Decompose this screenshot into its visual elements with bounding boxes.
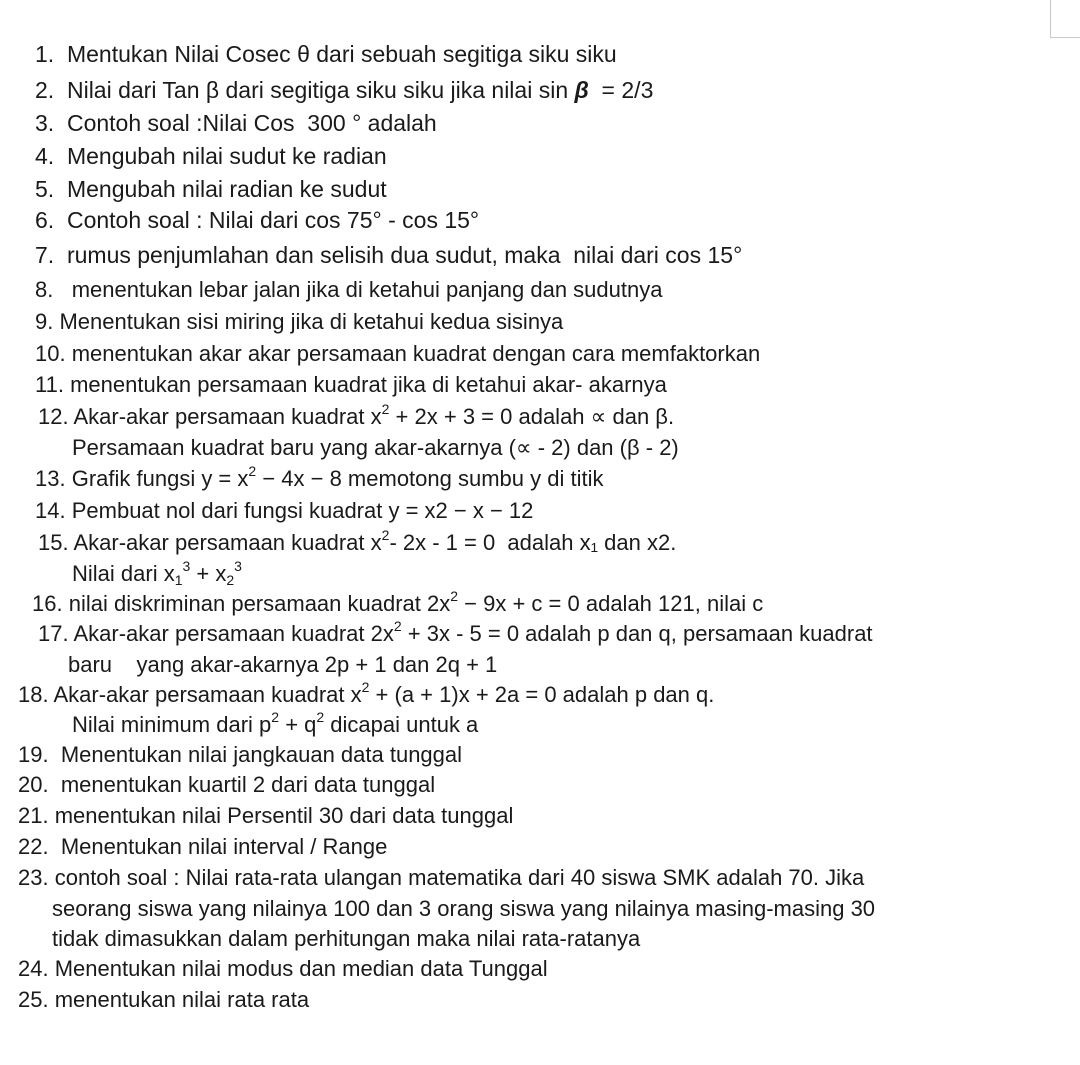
item-text-end: + (a + 1)x + 2a = 0 adalah p dan q. [369,682,715,707]
list-item-17 [38,620,873,648]
item-number: 10. [35,341,66,366]
item-text: rumus penjumlahan dan selisih dua sudut, maka nilai dari cos 15° [66,242,743,268]
item-text: Nilai dari Tan β dari segitiga siku siku jika nilai sin [66,77,575,103]
list-item-12 [38,403,674,431]
list-item-13 [35,465,603,493]
item-number: 18. [18,682,49,707]
list-item-17-line-2 [68,651,497,679]
item-number: 24. [18,956,49,981]
item-number: 12. [38,404,69,429]
item-number: 15. [38,530,69,555]
item-number: 5. [35,176,55,202]
item-text: baru yang akar-akarnya 2p + 1 dan 2q + 1 [68,652,498,677]
list-item-4 [35,142,387,170]
item-text: Grafik fungsi y = x [71,466,249,491]
item-text: menentukan kuartil 2 dari data tunggal [60,772,436,797]
item-number: 2. [35,77,55,103]
item-number: 11. [35,372,64,397]
item-text: Akar-akar persamaan kuadrat x [73,404,382,429]
list-item-12-line-2 [72,434,679,462]
list-item-23-line-2 [52,895,875,923]
list-item-6 [35,206,479,234]
list-item-2 [35,76,653,104]
item-text: Menentukan nilai jangkauan data tunggal [60,742,463,767]
item-text: contoh soal : Nilai rata-rata ulangan matematika dari 40 siswa SMK adalah 70. Jika [54,865,865,890]
item-text: seorang siswa yang nilainya 100 dan 3 orang siswa yang nilainya masing-masing 30 [52,896,876,921]
list-item-16 [32,590,763,618]
item-number: 3. [35,110,55,136]
list-item-20 [18,771,435,799]
item-text: Akar-akar persamaan kuadrat 2x [73,621,394,646]
exponent: 2 [271,709,280,725]
list-item-1 [35,40,617,68]
list-item-22 [18,833,387,861]
item-number: 6. [35,207,55,233]
list-item-25 [18,986,309,1014]
item-number: 20. [18,772,49,797]
item-number: 23. [18,865,49,890]
list-item-8 [35,276,662,304]
item-number: 1. [35,41,55,67]
item-text: Menentukan nilai interval / Range [60,834,388,859]
item-text: nilai diskriminan persamaan kuadrat 2x [68,591,451,616]
item-text-end: + 3x - 5 = 0 adalah p dan q, persamaan kuadrat [401,621,873,646]
item-number: 14. [35,498,66,523]
list-item-21 [18,802,513,830]
subscript: 2 [226,572,235,588]
list-item-9 [35,308,563,336]
item-text: Persamaan kuadrat baru yang akar-akarnya (∝ - 2) dan (β - 2) [72,435,679,460]
list-item-7 [35,241,742,269]
item-text: Contoh soal : Nilai dari cos 75° - cos 15° [66,207,480,233]
list-item-11 [35,371,667,399]
item-number: 17. [38,621,69,646]
exponent: 3 [182,558,191,574]
list-item-19 [18,741,462,769]
list-item-3 [35,109,437,137]
item-text: Menentukan nilai modus dan median data Tunggal [54,956,548,981]
item-text: Mentukan Nilai Cosec θ dari sebuah segitiga siku siku [66,41,617,67]
item-number: 9. [35,309,54,334]
list-item-5 [35,175,387,203]
exponent: 3 [234,558,242,574]
item-text: Pembuat nol dari fungsi kuadrat y = x2 − x − 12 [71,498,534,523]
beta-symbol: β [574,77,589,103]
item-text: Menentukan sisi miring jika di ketahui kedua sisinya [59,309,564,334]
item-number: 13. [35,466,66,491]
list-item-23-line-3 [52,925,640,953]
item-text-end: + 2x + 3 = 0 adalah ∝ dan β. [389,404,675,429]
list-item-10 [35,340,760,368]
exponent: 2 [361,679,370,695]
item-text: menentukan nilai Persentil 30 dari data tunggal [54,803,514,828]
list-item-14 [35,497,533,525]
list-item-15-line-2 [72,560,242,588]
item-number: 4. [35,143,55,169]
item-number: 19. [18,742,49,767]
item-text: + q [279,712,317,737]
page-corner-mark [1050,0,1080,38]
item-text: Akar-akar persamaan kuadrat x [53,682,362,707]
item-text: Nilai minimum dari p [72,712,272,737]
subscript: 1 [174,572,183,588]
exponent: 2 [316,709,325,725]
item-text: menentukan lebar jalan jika di ketahui panjang dan sudutnya [71,277,663,302]
item-text: Mengubah nilai radian ke sudut [66,176,387,202]
list-item-15 [38,529,676,557]
item-text: tidak dimasukkan dalam perhitungan maka nilai rata-ratanya [52,926,641,951]
item-text: menentukan persamaan kuadrat jika di ketahui akar- akarnya [70,372,667,397]
item-text: Mengubah nilai sudut ke radian [66,143,387,169]
item-text: dicapai untuk a [324,712,479,737]
item-text: Nilai dari x [72,561,175,586]
exponent: 2 [248,463,257,479]
list-item-18 [18,681,714,709]
list-item-24 [18,955,548,983]
list-item-23 [18,864,864,892]
item-text: Akar-akar persamaan kuadrat x [73,530,382,555]
item-text: Contoh soal :Nilai Cos 300 ° adalah [66,110,437,136]
item-number: 8. [35,277,54,302]
item-text: + x [190,561,227,586]
item-text-end: − 4x − 8 memotong sumbu y di titik [256,466,604,491]
item-text: menentukan akar akar persamaan kuadrat dengan cara memfaktorkan [71,341,761,366]
exponent: 2 [393,618,402,634]
item-number: 25. [18,987,49,1012]
item-text-end: = 2/3 [588,77,654,103]
item-number: 7. [35,242,55,268]
item-number: 22. [18,834,49,859]
item-text-end: - 2x - 1 = 0 adalah x₁ dan x2. [389,530,677,555]
item-number: 16. [32,591,63,616]
exponent: 2 [450,588,459,604]
exponent: 2 [381,527,390,543]
exponent: 2 [381,401,390,417]
item-text-end: − 9x + c = 0 adalah 121, nilai c [458,591,764,616]
item-number: 21. [18,803,49,828]
list-item-18-line-2 [72,711,478,739]
item-text: menentukan nilai rata rata [54,987,310,1012]
